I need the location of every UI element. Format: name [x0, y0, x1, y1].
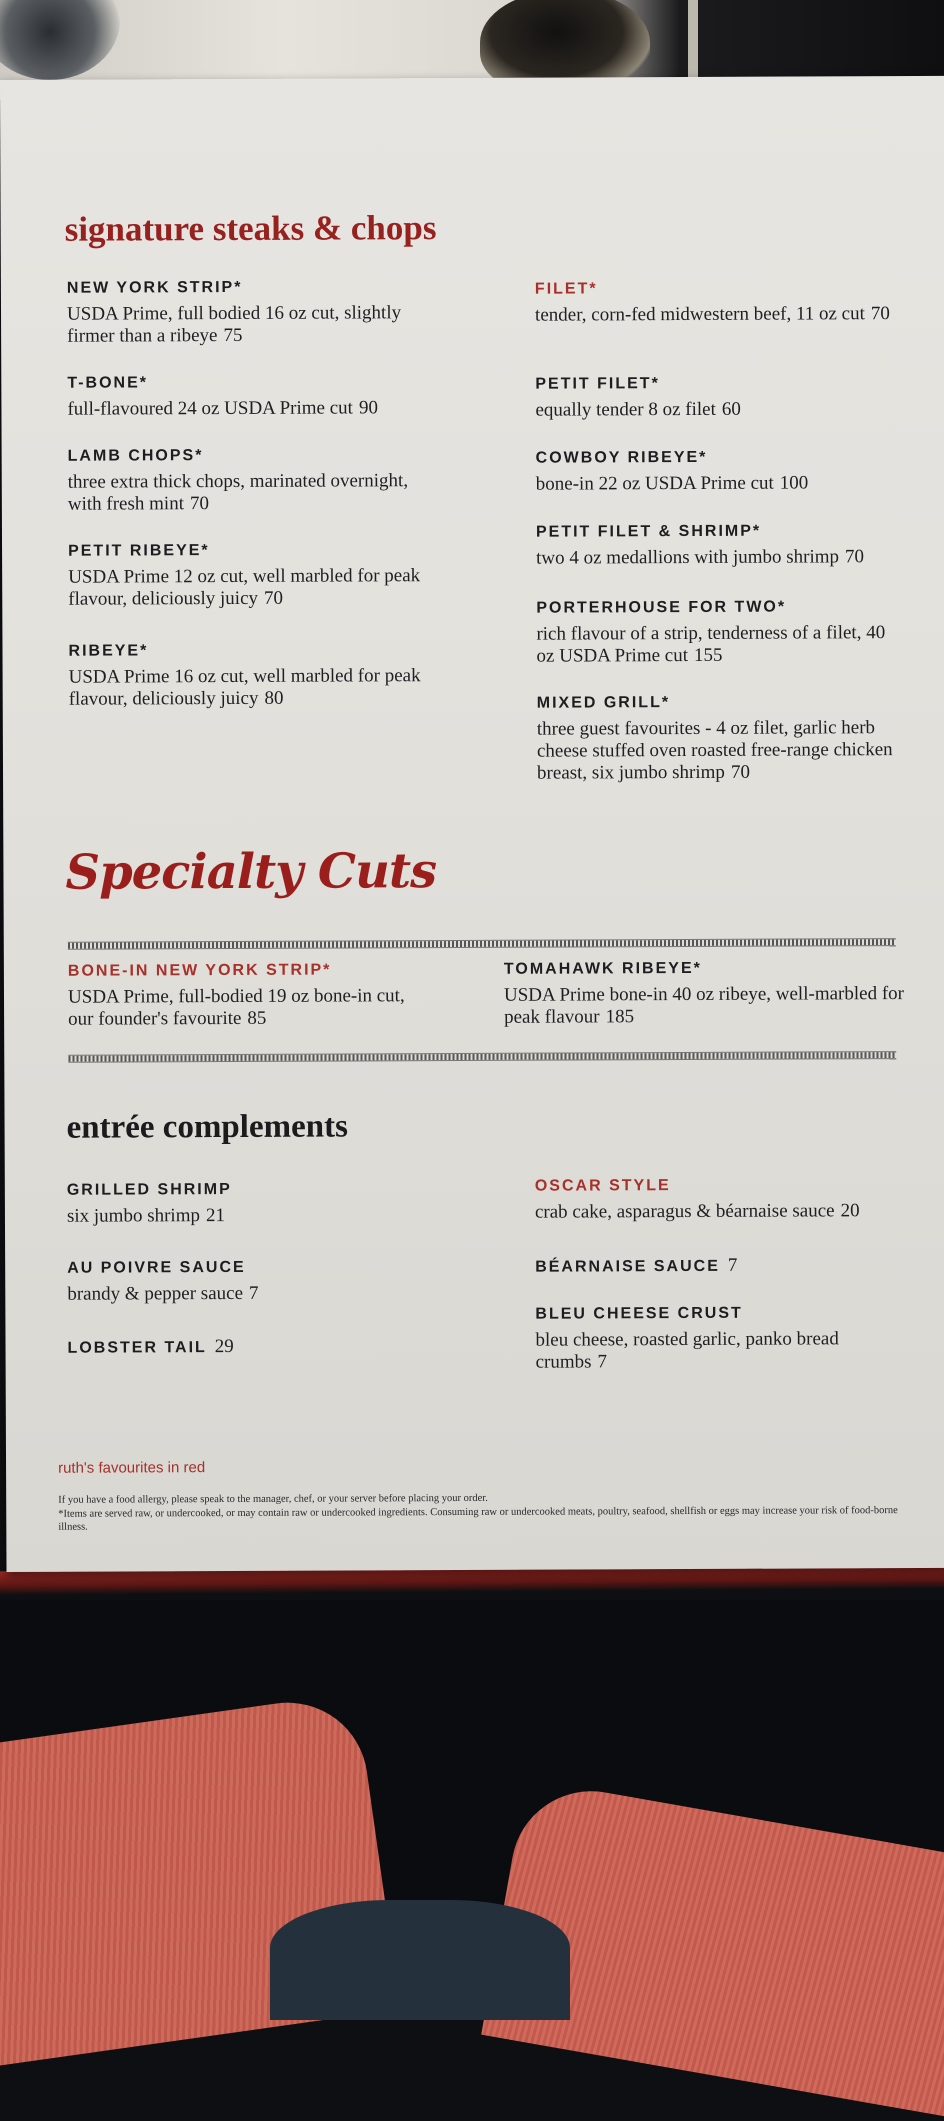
item-desc: three extra thick chops, marinated overnight, with fresh mint [67, 470, 409, 515]
menu-item-tomahawk-ribeye [504, 959, 904, 1029]
jeans [270, 1900, 570, 2020]
item-name: AU POIVRE SAUCE [67, 1258, 246, 1277]
item-name: FILET* [534, 280, 598, 298]
item-price: 155 [693, 644, 723, 666]
item-price: 29 [214, 1335, 234, 1358]
item-desc: USDA Prime 12 oz cut, well marbled for peak flavour, deliciously juicy [68, 565, 421, 610]
menu-item-t-bone [67, 373, 427, 421]
menu-item-lamb-chops [68, 446, 428, 516]
item-price: 185 [605, 1006, 635, 1028]
menu-page [0, 76, 944, 1572]
item-name: LAMB CHOPS* [67, 447, 204, 465]
item-desc: rich flavour of a strip, tenderness of a filet, 40 oz USDA Prime cut [536, 622, 886, 667]
decorative-divider [68, 1051, 896, 1063]
item-name: MIXED GRILL* [536, 694, 671, 712]
item-price: 90 [358, 397, 378, 419]
item-price: 21 [205, 1205, 226, 1227]
item-price: 7 [727, 1254, 738, 1276]
menu-item-lobster-tail [67, 1335, 427, 1359]
decorative-divider [68, 938, 896, 950]
item-name: BLEU CHEESE CRUST [535, 1304, 743, 1323]
item-price: 7 [597, 1351, 608, 1373]
item-price: 7 [248, 1282, 259, 1304]
item-desc: six jumbo shrimp [66, 1205, 201, 1227]
item-price: 70 [870, 303, 890, 325]
favourites-legend: ruth's favourites in red [58, 1459, 206, 1477]
item-price: 80 [264, 687, 284, 709]
item-name: PETIT FILET & SHRIMP* [535, 522, 762, 541]
menu-item-bleu-cheese-crust [535, 1304, 895, 1374]
item-price: 70 [730, 761, 750, 783]
menu-item-porterhouse [536, 598, 896, 668]
menu-item-bearnaise-sauce [535, 1254, 915, 1278]
item-price: 60 [721, 398, 741, 420]
item-name: BONE-IN NEW YORK STRIP* [67, 961, 332, 980]
item-price: 70 [263, 587, 284, 609]
menu-item-petit-ribeye [68, 541, 428, 611]
item-name: T-BONE* [67, 374, 149, 392]
menu-item-new-york-strip [67, 278, 427, 348]
item-name: LOBSTER TAIL [67, 1339, 207, 1357]
item-desc: USDA Prime, full-bodied 19 oz bone-in cut, our founder's favourite [67, 985, 405, 1030]
menu-item-grilled-shrimp [67, 1180, 427, 1228]
raw-food-warning: *Items are served raw, or undercooked, or may contain raw or undercooked ingredients. Consuming raw or undercooked meats, poultry, seafood, shellfish or eggs may increase your risk of food-borne illness. [58, 1505, 898, 1533]
item-desc: equally tender 8 oz filet [535, 398, 716, 421]
item-name: PETIT FILET* [535, 375, 660, 393]
item-name: OSCAR STYLE [534, 1177, 671, 1195]
menu-item-petit-filet-shrimp [536, 522, 896, 570]
item-desc: USDA Prime, full bodied 16 oz cut, slightly firmer than a ribeye [66, 302, 402, 347]
complements-title: entrée complements [66, 1108, 348, 1146]
item-desc: USDA Prime 16 oz cut, well marbled for peak flavour, deliciously juicy [68, 665, 421, 710]
item-desc: tender, corn-fed midwestern beef, 11 oz cut [534, 303, 865, 326]
item-desc: bleu cheese, roasted garlic, panko bread crumbs [535, 1328, 839, 1373]
item-price: 70 [189, 493, 210, 515]
item-name: BÉARNAISE SAUCE [535, 1257, 720, 1276]
item-name: PETIT RIBEYE* [68, 542, 210, 560]
item-name: RIBEYE* [68, 642, 149, 660]
signature-title: signature steaks & chops [64, 208, 437, 249]
menu-item-oscar-style [535, 1176, 915, 1224]
item-desc: three guest favourites - 4 oz filet, garlic herb cheese stuffed oven roasted free-range chicken breast, six jumbo shrimp [536, 717, 893, 784]
allergy-notice: If you have a food allergy, please speak to the manager, chef, or your server before placing your order. [58, 1492, 488, 1506]
item-desc: bone-in 22 oz USDA Prime cut [535, 472, 774, 495]
menu-item-petit-filet [535, 374, 895, 422]
item-name: COWBOY RIBEYE* [535, 448, 708, 467]
item-desc: two 4 oz medallions with jumbo shrimp [536, 546, 840, 569]
item-price: 85 [247, 1007, 267, 1029]
menu-item-filet [535, 279, 895, 327]
item-price: 20 [840, 1200, 860, 1222]
item-desc: crab cake, asparagus & béarnaise sauce [534, 1200, 835, 1223]
menu-item-ribeye [68, 641, 428, 711]
item-name: PORTERHOUSE FOR TWO* [536, 598, 787, 617]
item-desc: USDA Prime bone-in 40 oz ribeye, well-marbled for peak flavour [503, 983, 905, 1028]
item-desc: full-flavoured 24 oz USDA Prime cut [67, 397, 353, 420]
item-name: TOMAHAWK RIBEYE* [503, 959, 702, 978]
specialty-cuts-title: Specialty Cuts [65, 843, 437, 901]
menu-item-cowboy-ribeye [536, 448, 896, 496]
item-price: 70 [844, 546, 865, 568]
menu-item-mixed-grill [537, 693, 907, 785]
item-desc: brandy & pepper sauce [67, 1282, 244, 1305]
item-name: NEW YORK STRIP* [66, 278, 243, 297]
item-name: GRILLED SHRIMP [66, 1180, 232, 1199]
item-price: 100 [779, 472, 809, 494]
item-price: 75 [223, 324, 243, 347]
menu-item-bone-in-new-york-strip [68, 961, 408, 1030]
menu-item-au-poivre-sauce [67, 1258, 427, 1306]
